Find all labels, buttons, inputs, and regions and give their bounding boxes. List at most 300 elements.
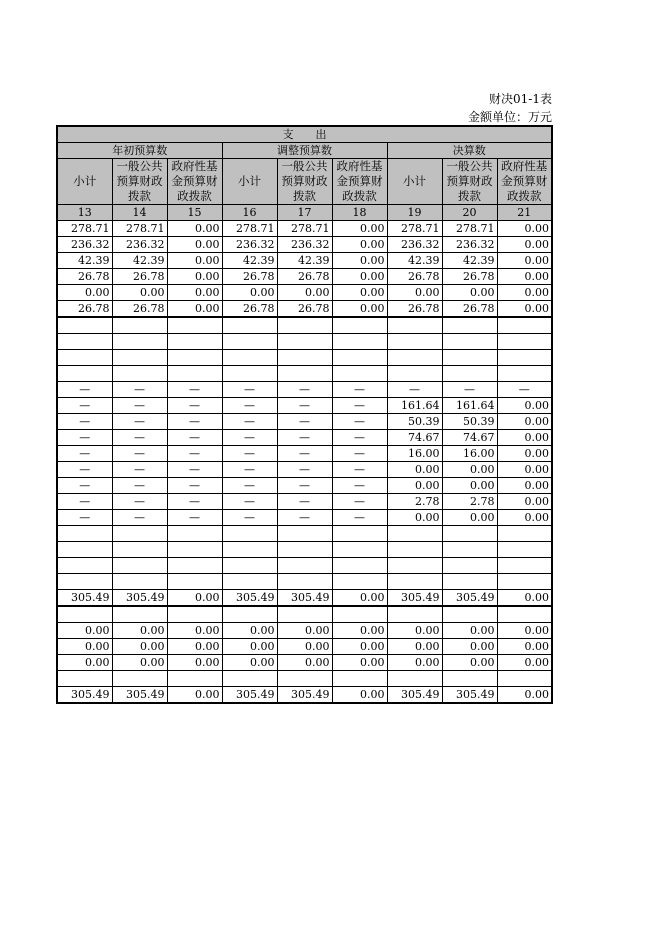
table-cell: 0.00	[332, 253, 387, 269]
table-cell	[222, 334, 277, 350]
table-cell	[332, 574, 387, 590]
table-cell	[167, 334, 222, 350]
table-cell	[277, 317, 332, 334]
group-header-adjusted-budget: 调整预算数	[222, 143, 387, 159]
table-cell	[112, 317, 167, 334]
table-cell: 0.00	[57, 655, 112, 671]
table-cell	[112, 526, 167, 542]
table-cell: 0.00	[497, 221, 552, 237]
table-cell: 74.67	[387, 430, 442, 446]
table-cell	[387, 526, 442, 542]
table-cell: 161.64	[442, 398, 497, 414]
table-cell: 278.71	[112, 221, 167, 237]
table-cell: 305.49	[222, 687, 277, 704]
table-cell	[222, 350, 277, 366]
table-cell	[332, 671, 387, 687]
table-cell	[112, 558, 167, 574]
subheader-gov-fund-budget: 政府性基金预算财政拨款	[167, 159, 222, 205]
table-cell: 0.00	[57, 623, 112, 639]
table-cell: —	[222, 494, 277, 510]
table-cell: 0.00	[497, 687, 552, 704]
table-row	[57, 478, 552, 494]
table-cell: 0.00	[167, 269, 222, 285]
table-cell: 0.00	[222, 285, 277, 301]
table-row	[57, 430, 552, 446]
table-cell	[442, 558, 497, 574]
table-cell: —	[277, 446, 332, 462]
table-cell	[277, 558, 332, 574]
table-cell: 42.39	[222, 253, 277, 269]
subheader-general-public-budget: 一般公共预算财政拨款	[442, 159, 497, 205]
table-row	[57, 446, 552, 462]
table-row	[57, 366, 552, 382]
table-cell: 236.32	[387, 237, 442, 253]
table-cell: 26.78	[442, 269, 497, 285]
table-cell	[277, 606, 332, 623]
table-cell	[497, 574, 552, 590]
table-cell	[167, 350, 222, 366]
table-cell: 2.78	[387, 494, 442, 510]
table-cell: —	[57, 478, 112, 494]
table-row	[57, 398, 552, 414]
table-row	[57, 590, 552, 607]
table-cell: —	[112, 430, 167, 446]
table-cell	[497, 542, 552, 558]
table-cell	[222, 366, 277, 382]
table-cell: —	[277, 478, 332, 494]
table-row	[57, 494, 552, 510]
table-cell: 0.00	[332, 687, 387, 704]
table-row	[57, 382, 552, 398]
table-cell: 26.78	[277, 269, 332, 285]
group-header-final-accounts: 决算数	[387, 143, 552, 159]
table-cell: —	[167, 446, 222, 462]
table-cell	[387, 558, 442, 574]
expenditure-table-wrapper	[56, 125, 553, 704]
table-cell	[332, 334, 387, 350]
table-cell	[442, 542, 497, 558]
table-cell: 0.00	[167, 285, 222, 301]
table-cell: 26.78	[387, 301, 442, 318]
table-cell	[387, 366, 442, 382]
table-cell	[332, 366, 387, 382]
table-cell	[222, 606, 277, 623]
table-row	[57, 462, 552, 478]
table-cell: 0.00	[332, 655, 387, 671]
table-cell	[222, 574, 277, 590]
subheader-subtotal: 小计	[387, 159, 442, 205]
table-cell: 0.00	[497, 623, 552, 639]
table-row	[57, 526, 552, 542]
table-cell: —	[222, 510, 277, 526]
table-cell: 305.49	[387, 590, 442, 607]
table-cell: 0.00	[332, 237, 387, 253]
table-cell: 74.67	[442, 430, 497, 446]
table-cell	[497, 350, 552, 366]
table-cell: 0.00	[332, 623, 387, 639]
table-cell: 278.71	[57, 221, 112, 237]
table-cell: 0.00	[332, 221, 387, 237]
table-cell: 0.00	[222, 623, 277, 639]
table-cell: 50.39	[442, 414, 497, 430]
table-cell	[387, 574, 442, 590]
subheader-general-public-budget: 一般公共预算财政拨款	[277, 159, 332, 205]
table-cell	[442, 671, 497, 687]
column-number: 18	[332, 205, 387, 221]
table-cell	[112, 350, 167, 366]
table-cell: —	[112, 478, 167, 494]
table-cell: 0.00	[167, 655, 222, 671]
table-cell: 236.32	[442, 237, 497, 253]
table-row	[57, 574, 552, 590]
table-cell: 0.00	[112, 285, 167, 301]
table-cell: 0.00	[442, 462, 497, 478]
table-cell	[442, 350, 497, 366]
column-number: 16	[222, 205, 277, 221]
table-cell	[167, 542, 222, 558]
table-cell	[497, 334, 552, 350]
table-cell: 0.00	[332, 301, 387, 318]
table-cell	[112, 606, 167, 623]
table-cell: —	[167, 494, 222, 510]
table-cell	[167, 558, 222, 574]
table-cell	[112, 366, 167, 382]
table-cell: 0.00	[387, 285, 442, 301]
table-cell: 0.00	[442, 623, 497, 639]
table-cell: 26.78	[57, 301, 112, 318]
table-cell: 0.00	[332, 285, 387, 301]
table-cell: —	[57, 430, 112, 446]
table-cell: 236.32	[57, 237, 112, 253]
table-cell	[57, 671, 112, 687]
table-cell: —	[332, 430, 387, 446]
table-cell: —	[57, 414, 112, 430]
table-cell: 26.78	[112, 301, 167, 318]
table-cell: —	[167, 478, 222, 494]
table-cell: 0.00	[112, 639, 167, 655]
table-cell: —	[57, 446, 112, 462]
table-row	[57, 269, 552, 285]
table-cell: 236.32	[112, 237, 167, 253]
table-cell: —	[332, 414, 387, 430]
table-cell: 278.71	[387, 221, 442, 237]
table-cell: —	[222, 430, 277, 446]
table-cell	[442, 526, 497, 542]
table-title: 支 出	[57, 126, 552, 143]
table-cell: —	[332, 478, 387, 494]
table-row	[57, 542, 552, 558]
table-cell: 305.49	[442, 590, 497, 607]
table-cell: —	[222, 382, 277, 398]
table-cell	[277, 574, 332, 590]
table-cell: 305.49	[57, 687, 112, 704]
table-cell: 0.00	[387, 478, 442, 494]
table-cell	[222, 542, 277, 558]
table-cell: —	[222, 414, 277, 430]
table-cell: —	[222, 398, 277, 414]
table-cell: 42.39	[57, 253, 112, 269]
table-cell: 0.00	[387, 462, 442, 478]
table-cell: 42.39	[277, 253, 332, 269]
table-cell	[497, 366, 552, 382]
table-cell: 0.00	[277, 285, 332, 301]
table-cell	[332, 350, 387, 366]
table-cell	[387, 542, 442, 558]
table-cell	[57, 317, 112, 334]
table-cell: —	[222, 462, 277, 478]
table-cell	[222, 671, 277, 687]
table-cell: —	[112, 494, 167, 510]
table-cell	[497, 526, 552, 542]
column-number: 17	[277, 205, 332, 221]
table-cell	[57, 334, 112, 350]
table-cell: —	[112, 462, 167, 478]
table-cell: 26.78	[112, 269, 167, 285]
table-cell: —	[112, 510, 167, 526]
table-cell: 0.00	[497, 510, 552, 526]
table-cell	[112, 334, 167, 350]
table-cell	[112, 574, 167, 590]
table-cell: 0.00	[167, 623, 222, 639]
table-cell	[57, 350, 112, 366]
table-row	[57, 606, 552, 623]
table-cell	[387, 606, 442, 623]
table-cell: —	[167, 510, 222, 526]
table-cell: 0.00	[442, 655, 497, 671]
table-cell	[112, 542, 167, 558]
table-cell: 26.78	[277, 301, 332, 318]
table-cell: 0.00	[167, 253, 222, 269]
table-cell	[442, 574, 497, 590]
table-cell: 26.78	[57, 269, 112, 285]
table-cell	[167, 526, 222, 542]
table-row	[57, 350, 552, 366]
table-cell	[57, 526, 112, 542]
table-cell	[442, 366, 497, 382]
table-cell: —	[332, 398, 387, 414]
column-number: 21	[497, 205, 552, 221]
table-row	[57, 623, 552, 639]
table-cell: —	[277, 382, 332, 398]
table-cell	[387, 350, 442, 366]
table-cell: —	[387, 382, 442, 398]
table-cell: 0.00	[442, 510, 497, 526]
table-cell: 0.00	[497, 398, 552, 414]
table-cell: 161.64	[387, 398, 442, 414]
table-cell: —	[497, 382, 552, 398]
table-cell: 0.00	[167, 687, 222, 704]
table-cell: —	[57, 382, 112, 398]
table-row	[57, 671, 552, 687]
table-cell: —	[332, 494, 387, 510]
table-cell: —	[442, 382, 497, 398]
table-cell: 0.00	[497, 430, 552, 446]
table-cell: 0.00	[332, 269, 387, 285]
table-row	[57, 301, 552, 318]
table-cell	[277, 526, 332, 542]
table-cell: 0.00	[387, 655, 442, 671]
table-cell: —	[57, 510, 112, 526]
table-cell: 0.00	[277, 655, 332, 671]
table-cell: 0.00	[167, 639, 222, 655]
table-cell	[167, 574, 222, 590]
table-row	[57, 687, 552, 704]
table-cell: —	[57, 462, 112, 478]
table-row	[57, 639, 552, 655]
table-cell	[497, 317, 552, 334]
table-cell: 0.00	[387, 510, 442, 526]
table-cell: —	[112, 446, 167, 462]
table-cell	[57, 366, 112, 382]
table-cell	[222, 558, 277, 574]
column-number: 14	[112, 205, 167, 221]
table-cell: 0.00	[497, 237, 552, 253]
subheader-general-public-budget: 一般公共预算财政拨款	[112, 159, 167, 205]
table-cell: 2.78	[442, 494, 497, 510]
table-cell: —	[277, 462, 332, 478]
table-cell	[167, 606, 222, 623]
table-cell	[332, 526, 387, 542]
table-cell	[167, 317, 222, 334]
table-cell: 50.39	[387, 414, 442, 430]
table-cell: 278.71	[442, 221, 497, 237]
table-row	[57, 237, 552, 253]
table-cell	[277, 671, 332, 687]
group-header-initial-budget: 年初预算数	[57, 143, 222, 159]
table-cell	[57, 542, 112, 558]
table-cell: 305.49	[442, 687, 497, 704]
table-cell: 0.00	[387, 639, 442, 655]
subheader-subtotal: 小计	[57, 159, 112, 205]
table-cell: —	[332, 510, 387, 526]
table-cell: —	[112, 414, 167, 430]
table-cell: —	[222, 478, 277, 494]
table-cell: —	[277, 398, 332, 414]
table-cell: 0.00	[442, 478, 497, 494]
table-row	[57, 221, 552, 237]
table-cell: —	[167, 430, 222, 446]
table-cell: 0.00	[497, 446, 552, 462]
table-cell: 0.00	[332, 590, 387, 607]
table-cell: 26.78	[222, 269, 277, 285]
table-cell: —	[222, 446, 277, 462]
table-cell: 236.32	[277, 237, 332, 253]
table-cell: 305.49	[277, 687, 332, 704]
table-row	[57, 334, 552, 350]
table-cell: 0.00	[497, 462, 552, 478]
table-cell: 305.49	[387, 687, 442, 704]
table-cell: 0.00	[222, 655, 277, 671]
table-cell: 305.49	[112, 687, 167, 704]
table-cell	[167, 366, 222, 382]
table-cell: 0.00	[112, 623, 167, 639]
table-cell	[387, 334, 442, 350]
table-cell	[442, 334, 497, 350]
table-cell	[387, 317, 442, 334]
table-cell: 26.78	[387, 269, 442, 285]
table-cell: 0.00	[497, 494, 552, 510]
expenditure-table	[56, 125, 553, 704]
table-cell: 0.00	[57, 285, 112, 301]
table-row	[57, 510, 552, 526]
table-cell: 0.00	[497, 590, 552, 607]
table-cell	[277, 542, 332, 558]
table-cell: —	[167, 398, 222, 414]
table-cell: —	[277, 510, 332, 526]
table-cell	[57, 558, 112, 574]
table-cell: 0.00	[497, 655, 552, 671]
table-cell: 278.71	[277, 221, 332, 237]
table-cell: 0.00	[167, 221, 222, 237]
table-cell	[497, 671, 552, 687]
subheader-gov-fund-budget: 政府性基金预算财政拨款	[332, 159, 387, 205]
table-cell: 16.00	[442, 446, 497, 462]
table-cell: 42.39	[442, 253, 497, 269]
column-number: 13	[57, 205, 112, 221]
table-cell: —	[277, 414, 332, 430]
table-cell: 0.00	[497, 414, 552, 430]
table-cell	[332, 606, 387, 623]
table-cell: —	[332, 446, 387, 462]
table-cell: 26.78	[222, 301, 277, 318]
table-cell: —	[112, 398, 167, 414]
table-cell	[57, 574, 112, 590]
table-cell	[57, 606, 112, 623]
unit-label: 金额单位：万元	[467, 110, 552, 124]
table-cell	[442, 606, 497, 623]
table-cell: 42.39	[387, 253, 442, 269]
table-cell	[442, 317, 497, 334]
table-cell: 0.00	[167, 237, 222, 253]
table-cell: 305.49	[222, 590, 277, 607]
table-cell: —	[167, 414, 222, 430]
table-cell	[497, 606, 552, 623]
table-cell: 0.00	[222, 639, 277, 655]
table-cell: 0.00	[497, 301, 552, 318]
table-cell: 0.00	[277, 623, 332, 639]
table-cell: 0.00	[387, 623, 442, 639]
table-cell: —	[277, 430, 332, 446]
table-cell: 0.00	[497, 639, 552, 655]
table-cell	[112, 671, 167, 687]
table-cell	[332, 317, 387, 334]
column-number: 19	[387, 205, 442, 221]
table-row	[57, 253, 552, 269]
table-cell	[277, 350, 332, 366]
table-row	[57, 558, 552, 574]
table-cell	[277, 366, 332, 382]
table-cell: 0.00	[112, 655, 167, 671]
table-cell: 26.78	[442, 301, 497, 318]
table-cell	[277, 334, 332, 350]
table-cell	[497, 558, 552, 574]
table-row	[57, 655, 552, 671]
table-cell: 305.49	[277, 590, 332, 607]
column-number: 15	[167, 205, 222, 221]
table-cell	[332, 558, 387, 574]
table-row	[57, 414, 552, 430]
table-cell: 0.00	[497, 285, 552, 301]
table-cell: 236.32	[222, 237, 277, 253]
table-cell: —	[332, 382, 387, 398]
column-number: 20	[442, 205, 497, 221]
table-cell: 278.71	[222, 221, 277, 237]
form-code: 财决01-1表	[489, 92, 552, 106]
table-cell	[222, 317, 277, 334]
table-cell: —	[57, 398, 112, 414]
table-cell: —	[57, 494, 112, 510]
table-cell: 0.00	[497, 253, 552, 269]
